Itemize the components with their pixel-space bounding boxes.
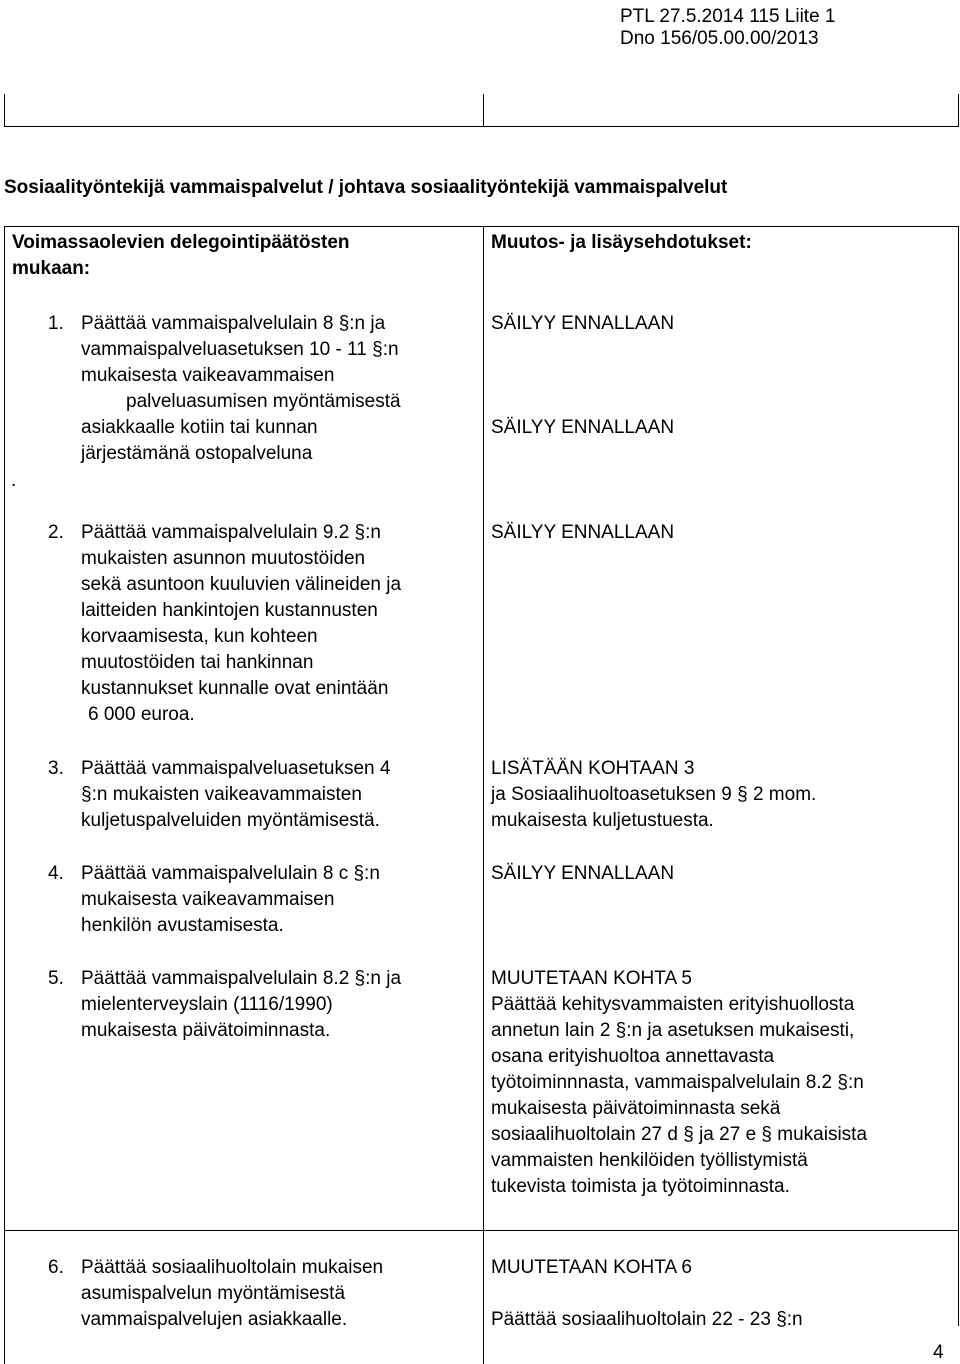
item-3-line-3: kuljetuspalveluiden myöntämisestä. bbox=[81, 810, 380, 831]
item-number-6: 6. bbox=[48, 1257, 64, 1278]
item-1-line-2: vammaispalveluasetuksen 10 - 11 §:n bbox=[81, 339, 399, 360]
item-5-change-1: MUUTETAAN KOHTA 5 bbox=[491, 968, 692, 989]
item-4-line-1: Päättää vammaispalvelulain 8 c §:n bbox=[81, 863, 380, 884]
item-3-change-1: LISÄTÄÄN KOHTAAN 3 bbox=[491, 758, 695, 779]
item-2-line-3: sekä asuntoon kuuluvien välineiden ja bbox=[81, 574, 402, 595]
item-2-status: SÄILYY ENNALLAAN bbox=[491, 522, 675, 543]
item-1-line-3: mukaisesta vaikeavammaisen bbox=[81, 365, 335, 386]
item-1-line-6: järjestämänä ostopalveluna bbox=[81, 443, 313, 464]
table-top-border bbox=[4, 226, 959, 227]
item-2-line-8: 6 000 euroa. bbox=[88, 704, 195, 725]
table-right-border bbox=[958, 226, 959, 1326]
item-2-line-4: laitteiden hankintojen kustannusten bbox=[81, 600, 378, 621]
item-1-status-1: SÄILYY ENNALLAAN bbox=[491, 313, 675, 334]
left-column-header-line1: Voimassaolevien delegointipäätösten bbox=[12, 232, 350, 253]
item-4-line-3: henkilön avustamisesta. bbox=[81, 915, 284, 936]
item-5-line-3: mukaisesta päivätoiminnasta. bbox=[81, 1020, 331, 1041]
item-number-4: 4. bbox=[48, 863, 64, 884]
item-3-line-2: §:n mukaisten vaikeavammaisten bbox=[81, 784, 362, 805]
item-3-change-2: ja Sosiaalihuoltoasetuksen 9 § 2 mom. bbox=[491, 784, 817, 805]
table-left-border bbox=[4, 226, 5, 1364]
item-5-line-1: Päättää vammaispalvelulain 8.2 §:n ja bbox=[81, 968, 402, 989]
item-3-line-1: Päättää vammaispalveluasetuksen 4 bbox=[81, 758, 391, 779]
item-5-line-2: mielenterveyslain (1116/1990) bbox=[81, 994, 333, 1015]
stray-dot: . bbox=[11, 470, 17, 491]
item-2-line-1: Päättää vammaispalvelulain 9.2 §:n bbox=[81, 522, 381, 543]
page-title: Sosiaalityöntekijä vammaispalvelut / johtava sosiaalityöntekijä vammaispalvelut bbox=[4, 177, 728, 198]
item-5-change-3: annetun lain 2 §:n ja asetuksen mukaisesti, bbox=[491, 1020, 855, 1041]
item-6-change-2: Päättää sosiaalihuoltolain 22 - 23 §:n bbox=[491, 1309, 803, 1330]
item-2-line-6: muutostöiden tai hankinnan bbox=[81, 652, 314, 673]
item-5-change-2: Päättää kehitysvammaisten erityishuollosta bbox=[491, 994, 855, 1015]
item-1-status-2: SÄILYY ENNALLAAN bbox=[491, 417, 675, 438]
header-protocol-line: PTL 27.5.2014 115 Liite 1 bbox=[620, 6, 836, 27]
top-box-right-border bbox=[958, 94, 959, 126]
item-4-status: SÄILYY ENNALLAAN bbox=[491, 863, 675, 884]
right-column-header: Muutos- ja lisäysehdotukset: bbox=[491, 232, 752, 253]
item-5-change-4: osana erityishuoltoa annettavasta bbox=[491, 1046, 775, 1067]
item-number-1: 1. bbox=[48, 313, 64, 334]
page-number: 4 bbox=[933, 1342, 944, 1363]
item-number-3: 3. bbox=[48, 758, 64, 779]
item-1-line-5: asiakkaalle kotiin tai kunnan bbox=[81, 417, 318, 438]
item-1-line-4: palveluasumisen myöntämisestä bbox=[126, 391, 401, 412]
header-dno-line: Dno 156/05.00.00/2013 bbox=[620, 28, 819, 49]
item-1-line-1: Päättää vammaispalvelulain 8 §:n ja bbox=[81, 313, 386, 334]
item-number-2: 2. bbox=[48, 522, 64, 543]
left-column-header-line2: mukaan: bbox=[12, 258, 91, 279]
item-6-line-1: Päättää sosiaalihuoltolain mukaisen bbox=[81, 1257, 384, 1278]
item-5-change-8: vammaisten henkilöiden työllistymistä bbox=[491, 1150, 808, 1171]
item-2-line-5: korvaamisesta, kun kohteen bbox=[81, 626, 318, 647]
item-5-change-6: mukaisesta päivätoiminnasta sekä bbox=[491, 1098, 781, 1119]
item-number-5: 5. bbox=[48, 968, 64, 989]
item-3-change-3: mukaisesta kuljetustuesta. bbox=[491, 810, 714, 831]
item-6-line-2: asumispalvelun myöntämisestä bbox=[81, 1283, 346, 1304]
item-5-change-9: tukevista toimista ja työtoiminnasta. bbox=[491, 1176, 790, 1197]
item-5-change-7: sosiaalihuoltolain 27 d § ja 27 e § mukaisista bbox=[491, 1124, 868, 1145]
item-6-change-1: MUUTETAAN KOHTA 6 bbox=[491, 1257, 692, 1278]
item-6-line-3: vammaispalvelujen asiakkaalle. bbox=[81, 1309, 348, 1330]
table-column-divider bbox=[483, 226, 484, 1364]
item-2-line-2: mukaisten asunnon muutostöiden bbox=[81, 548, 366, 569]
table-row-divider bbox=[4, 1230, 959, 1231]
top-box-mid-border bbox=[483, 94, 484, 126]
item-2-line-7: kustannukset kunnalle ovat enintään bbox=[81, 678, 389, 699]
item-5-change-5: työtoiminnnasta, vammaispalvelulain 8.2 §:n bbox=[491, 1072, 864, 1093]
item-4-line-2: mukaisesta vaikeavammaisen bbox=[81, 889, 335, 910]
top-box-bottom-border bbox=[4, 126, 959, 127]
top-box-left-border bbox=[4, 94, 5, 126]
